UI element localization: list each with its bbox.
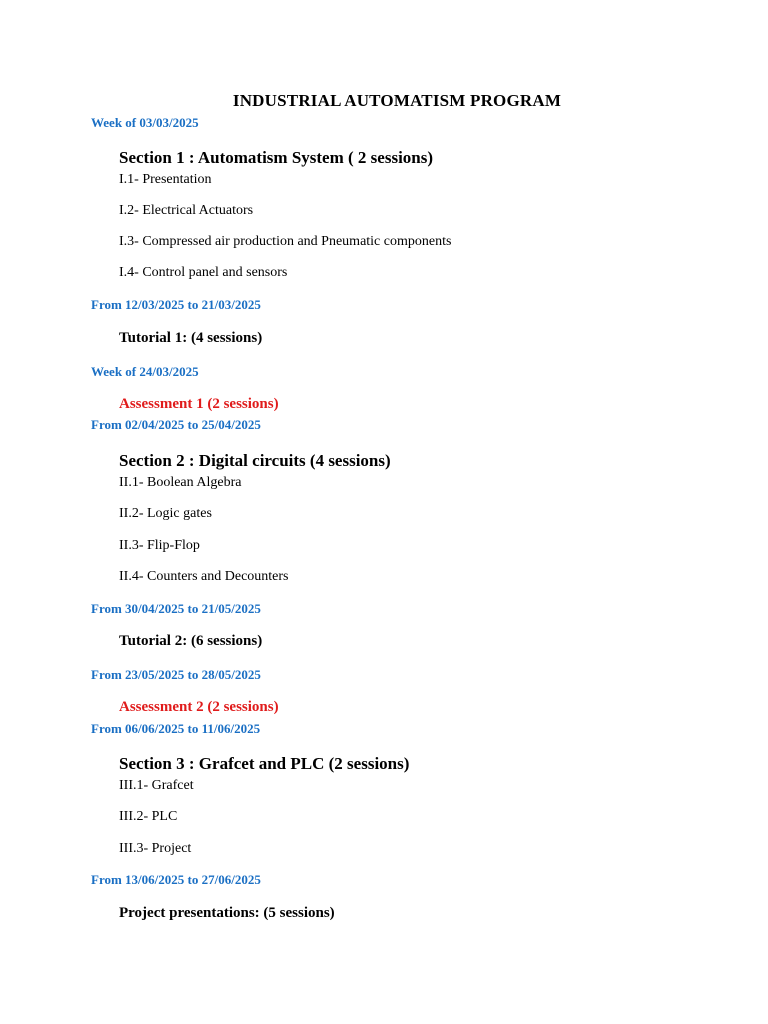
section-item: II.2- Logic gates: [119, 506, 212, 521]
schedule-date: From 30/04/2025 to 21/05/2025: [91, 601, 261, 616]
schedule-date: From 06/06/2025 to 11/06/2025: [91, 721, 261, 736]
assessment-heading: Assessment 2 (2 sessions): [119, 699, 279, 715]
schedule-date: From 13/06/2025 to 27/06/2025: [91, 872, 261, 887]
section-item: I.4- Control panel and sensors: [119, 265, 288, 280]
section-item: III.1- Grafcet: [119, 778, 194, 793]
assessment-heading: Assessment 1 (2 sessions): [119, 396, 279, 412]
section-item: III.2- PLC: [119, 809, 178, 824]
page-title: INDUSTRIAL AUTOMATISM PROGRAM: [232, 91, 562, 110]
section-item: II.1- Boolean Algebra: [119, 475, 242, 490]
schedule-date: From 23/05/2025 to 28/05/2025: [91, 667, 261, 682]
section-heading: Section 3 : Grafcet and PLC (2 sessions): [119, 754, 410, 773]
section-heading: Section 2 : Digital circuits (4 sessions): [119, 451, 391, 470]
schedule-date: Week of 03/03/2025: [91, 115, 199, 130]
section-item: III.3- Project: [119, 841, 192, 856]
section-item: I.2- Electrical Actuators: [119, 203, 254, 218]
section-heading: Section 1 : Automatism System ( 2 sessions): [119, 148, 434, 167]
schedule-date: From 12/03/2025 to 21/03/2025: [91, 297, 261, 312]
tutorial-heading: Tutorial 2: (6 sessions): [119, 633, 263, 649]
section-item: II.4- Counters and Decounters: [119, 569, 289, 584]
tutorial-heading: Tutorial 1: (4 sessions): [119, 330, 263, 346]
schedule-date: From 02/04/2025 to 25/04/2025: [91, 417, 261, 432]
presentation-heading: Project presentations: (5 sessions): [119, 905, 335, 921]
section-item: II.3- Flip-Flop: [119, 538, 200, 553]
schedule-date: Week of 24/03/2025: [91, 364, 199, 379]
section-item: I.1- Presentation: [119, 172, 212, 187]
section-item: I.3- Compressed air production and Pneumatic components: [119, 234, 452, 249]
